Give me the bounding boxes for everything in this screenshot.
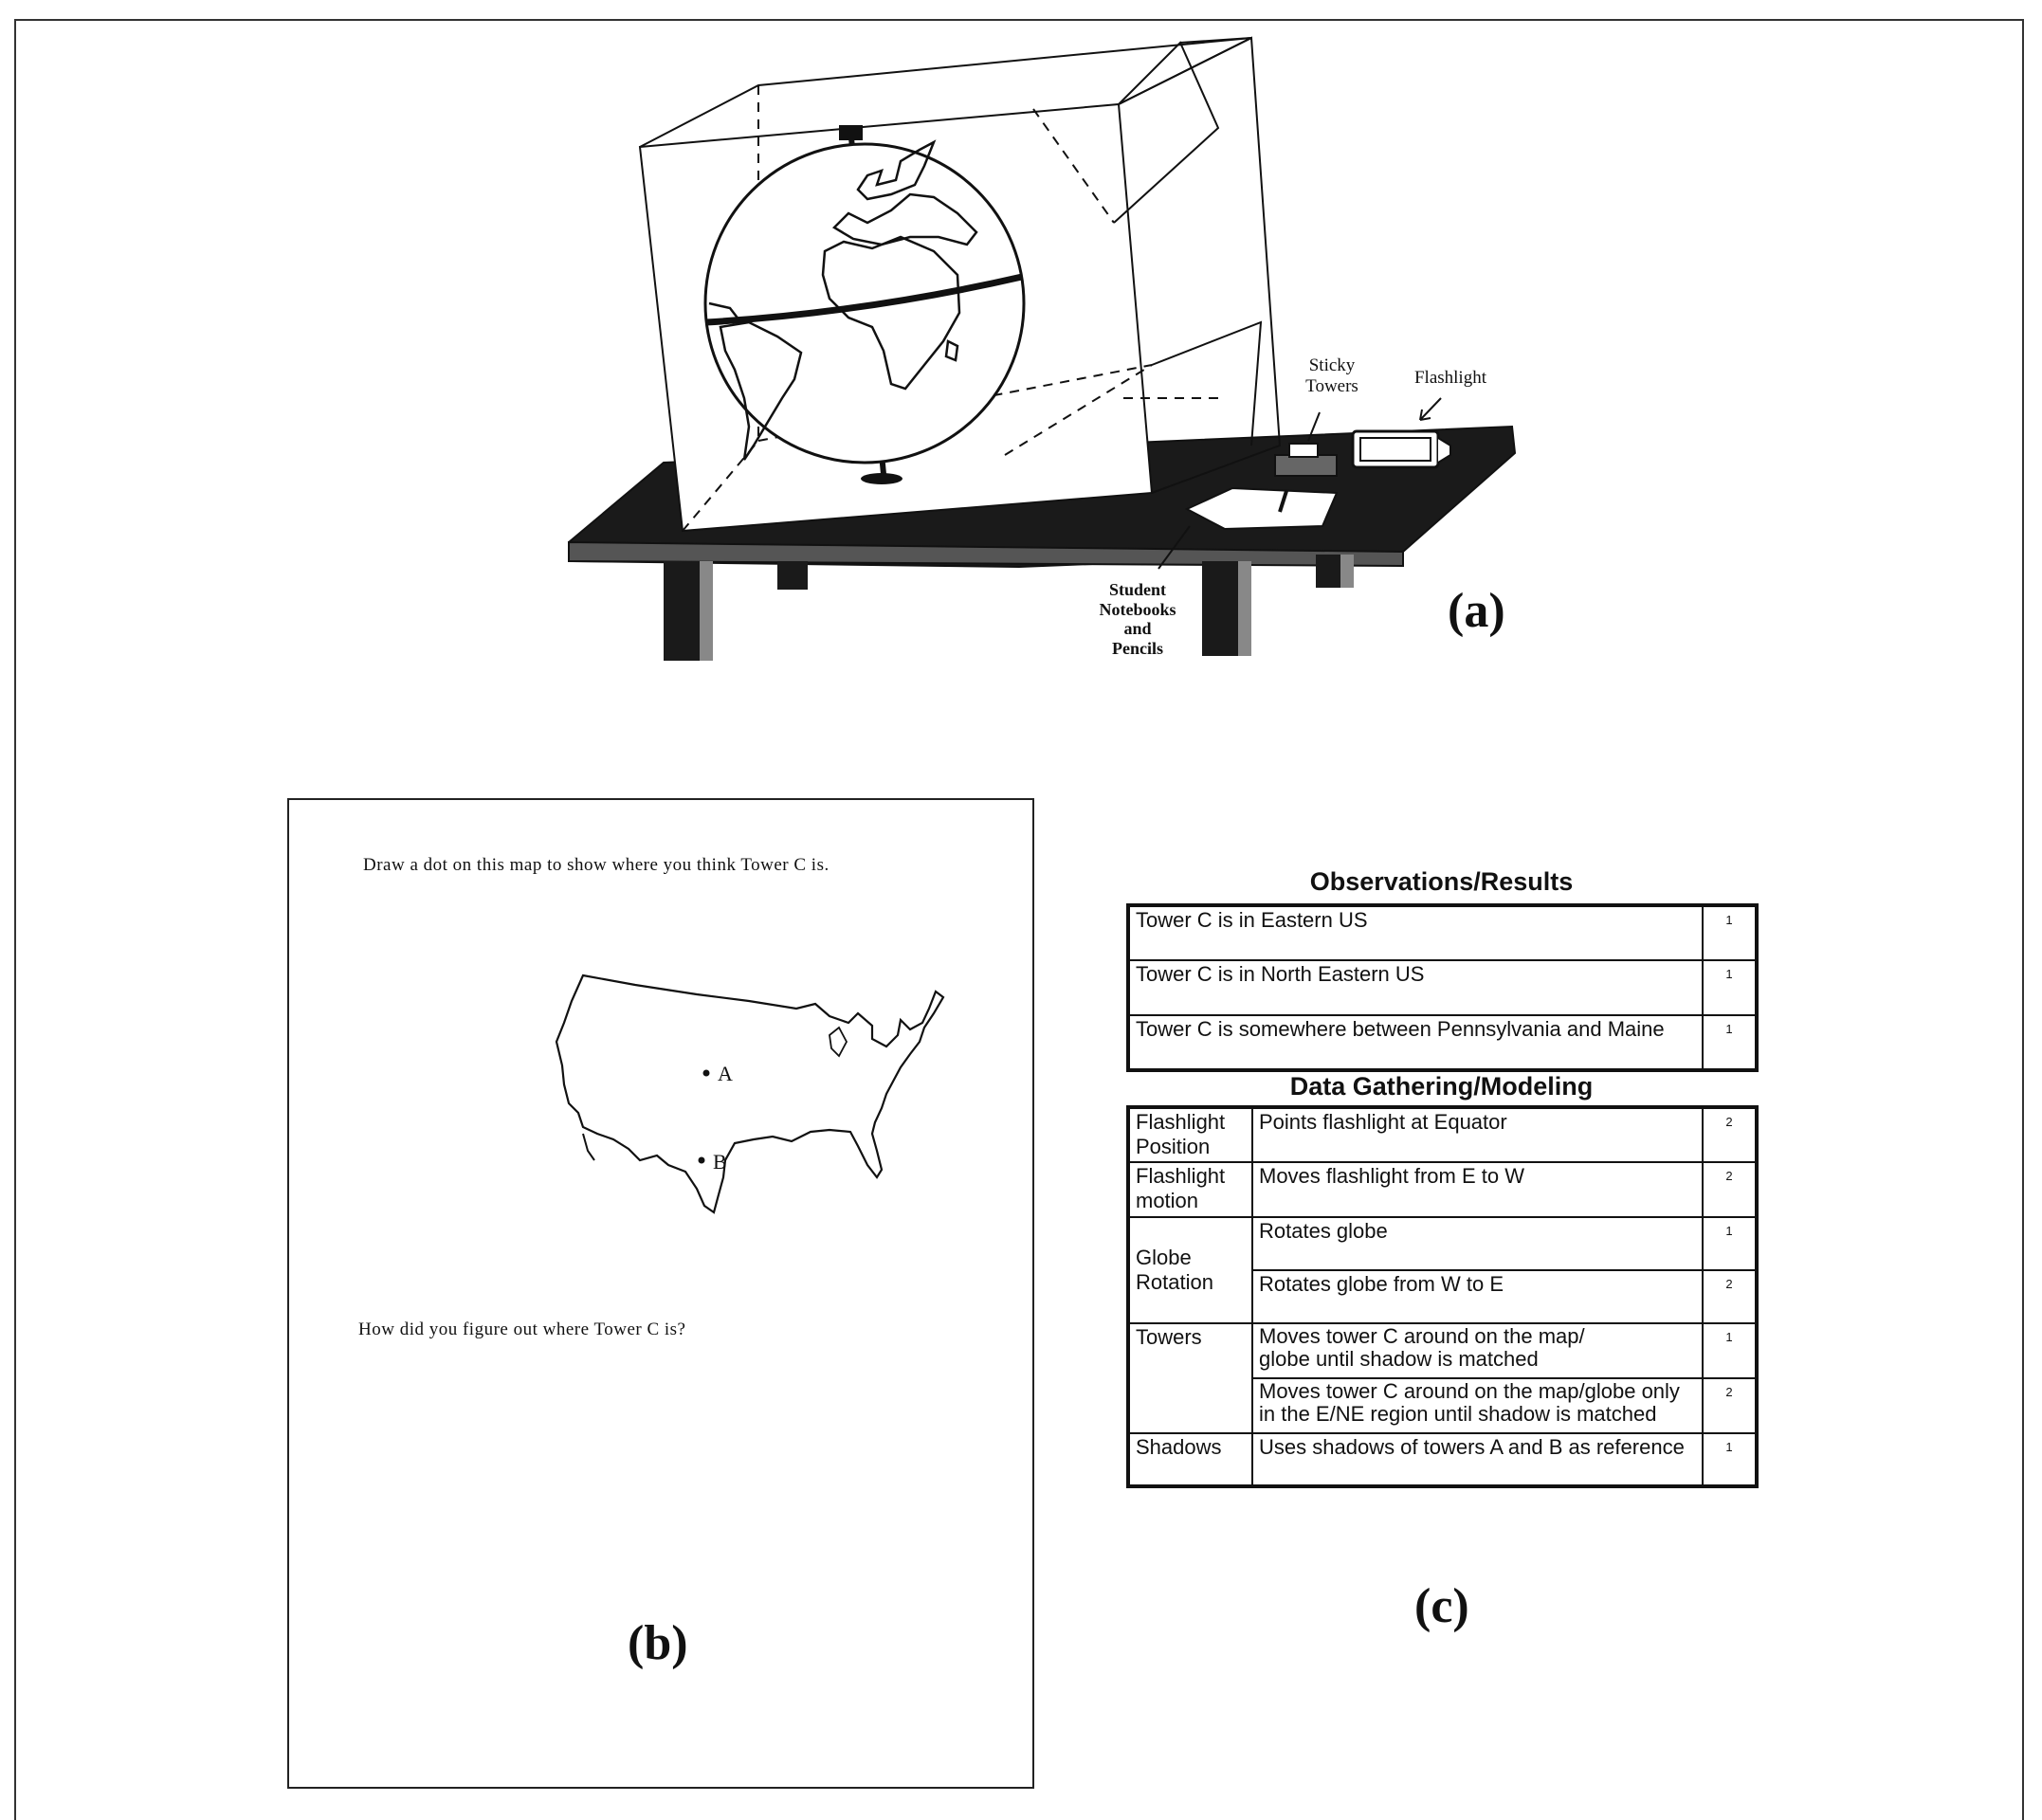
table-leg [1340, 555, 1354, 588]
criterion-text: Points flashlight at Equator [1252, 1107, 1703, 1162]
table-row [1128, 905, 1757, 960]
criterion-score: 1 [1703, 1323, 1757, 1378]
table-row [1128, 1323, 1757, 1378]
observations-table [1126, 903, 1759, 1072]
table-row [1128, 1162, 1757, 1217]
category-flashlight-position: Flashlight Position [1128, 1107, 1252, 1162]
category-shadows: Shadows [1128, 1433, 1252, 1486]
data-gathering-table [1126, 1105, 1759, 1488]
criterion-score: 1 [1703, 1433, 1757, 1486]
category-towers: Towers [1128, 1323, 1252, 1433]
table-leg [700, 561, 713, 661]
category-flashlight-motion: Flashlight motion [1128, 1162, 1252, 1217]
map-point-b [699, 1157, 705, 1164]
table-leg [1238, 561, 1251, 656]
observations-title: Observations/Results [1309, 867, 1574, 896]
table-leg [777, 561, 808, 590]
criterion-score: 2 [1703, 1162, 1757, 1217]
category-globe-rotation: Globe Rotation [1128, 1217, 1252, 1323]
table-row [1128, 1217, 1757, 1270]
criterion-text: Moves flashlight from E to W [1252, 1162, 1703, 1217]
apparatus-illustration [559, 24, 1555, 687]
us-map [545, 971, 962, 1227]
criterion-score: 1 [1703, 1217, 1757, 1270]
observation-text: Tower C is in Eastern US [1128, 905, 1703, 960]
table-row [1128, 1107, 1757, 1162]
observation-score: 1 [1703, 1015, 1757, 1070]
observation-score: 1 [1703, 960, 1757, 1015]
criterion-score: 2 [1703, 1270, 1757, 1323]
map-point-a [703, 1070, 710, 1077]
table-row [1128, 960, 1757, 1015]
panel-label-c: (c) [1414, 1579, 1469, 1633]
table-row [1128, 1433, 1757, 1486]
label-sticky-towers: Sticky Towers [1305, 355, 1358, 396]
flashlight [1353, 431, 1438, 467]
map-label-b: B [713, 1150, 728, 1174]
data-gathering-title: Data Gathering/Modeling [1289, 1072, 1594, 1101]
label-student-notebooks: Student Notebooks and Pencils [1099, 580, 1176, 659]
criterion-text: Rotates globe from W to E [1252, 1270, 1703, 1323]
observation-score: 1 [1703, 905, 1757, 960]
criterion-text: Uses shadows of towers A and B as reference [1252, 1433, 1703, 1486]
worksheet-prompt: Draw a dot on this map to show where you think Tower C is. [363, 855, 830, 875]
criterion-text: Rotates globe [1252, 1217, 1703, 1270]
map-label-a: A [718, 1062, 734, 1085]
box-flap [1114, 43, 1218, 223]
panel-label-b: (b) [628, 1616, 688, 1670]
criterion-score: 2 [1703, 1378, 1757, 1433]
observation-text: Tower C is in North Eastern US [1128, 960, 1703, 1015]
criterion-score: 2 [1703, 1107, 1757, 1162]
worksheet-panel [287, 798, 1034, 1789]
table-row [1128, 1015, 1757, 1070]
table-leg [1316, 555, 1344, 588]
worksheet-question: How did you figure out where Tower C is? [358, 1320, 686, 1339]
panel-label-a: (a) [1448, 584, 1505, 638]
criterion-text: Moves tower C around on the map/globe only in the E/NE region until shadow is matched [1252, 1378, 1703, 1433]
criterion-text: Moves tower C around on the map/ globe until shadow is matched [1252, 1323, 1703, 1378]
observation-text: Tower C is somewhere between Pennsylvania and Maine [1128, 1015, 1703, 1070]
label-flashlight: Flashlight [1413, 368, 1486, 388]
sticky-towers [1275, 455, 1337, 476]
